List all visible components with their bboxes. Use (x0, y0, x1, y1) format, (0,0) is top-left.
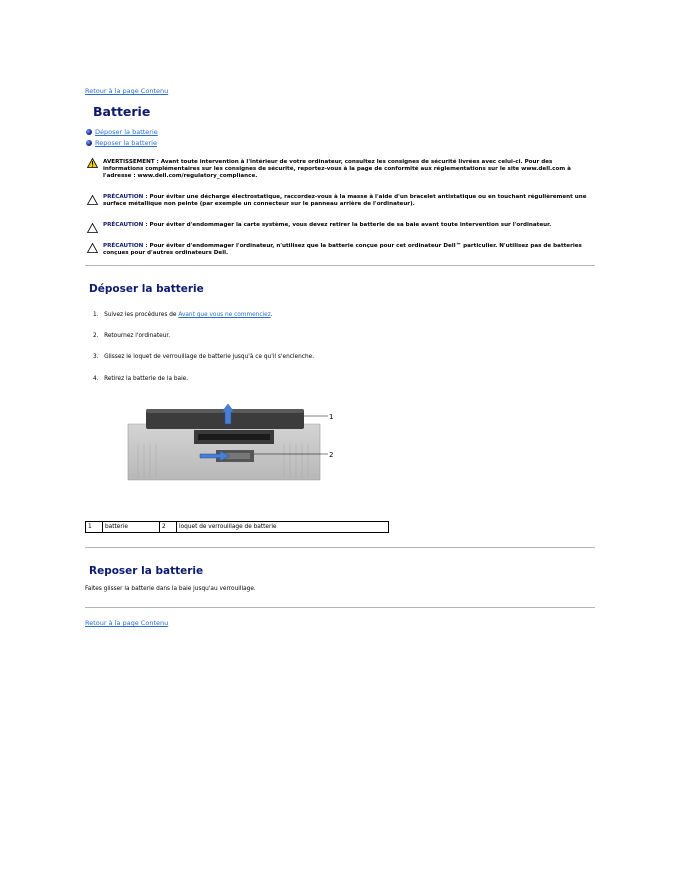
warning-notice: AVERTISSEMENT : Avant toute intervention à l'intérieur de votre ordinateur, consultez les consignes de sécurité livrées avec celui-ci. Pour des informations complémentaires sur les consignes de sécurité, reportez-vous à la page de conformité aux réglementations sur le site www.dell.com à l'adresse : www.dell.com/regulatory_compliance. (103, 159, 571, 179)
legend-num: 2 (160, 522, 177, 533)
warning-icon (87, 158, 98, 168)
legend-label: batterie (103, 522, 160, 533)
replace-instructions: Faites glisser la batterie dans la baie jusqu'au verrouillage. (85, 586, 256, 592)
battery-removal-illustration (124, 404, 336, 484)
callout-legend-table (85, 521, 389, 533)
back-to-contents-link-top[interactable]: Retour à la page Contenu (85, 87, 169, 95)
step-4: 4. Retirez la batterie de la baie. (93, 376, 189, 382)
toc-link-remove-battery[interactable]: Déposer la batterie (95, 128, 158, 136)
callout-1: 1 (329, 413, 334, 421)
before-you-begin-link[interactable]: Avant que vous ne commenciez (178, 312, 271, 318)
caution-icon (87, 195, 98, 205)
divider (85, 547, 595, 548)
section-title-remove-battery: Déposer la batterie (89, 283, 204, 295)
caution-icon (87, 223, 98, 233)
divider (85, 265, 595, 266)
section-title-replace-battery: Reposer la batterie (89, 565, 204, 577)
caution-notice-battery-type: PRÉCAUTION : Pour éviter d'endommager l'ordinateur, n'utilisez que la batterie conçue pour cet ordinateur Dell™ particulier. N'utilisez pas de batteries conçues pour d'autres ordinateurs Dell. (103, 243, 582, 256)
caution-notice-esd: PRÉCAUTION : Pour éviter une décharge électrostatique, raccordez-vous à la masse à l'aide d'un bracelet antistatique ou en touchant régulièrement une surface métallique non peinte (par exemple un connecteur sur le panneau arrière de l'ordinateur). (103, 194, 587, 207)
page-title: Batterie (93, 104, 151, 119)
step-3: 3. Glissez le loquet de verrouillage de batterie jusqu'à ce qu'il s'enclenche. (93, 354, 315, 360)
divider (85, 607, 595, 608)
legend-num: 1 (86, 522, 103, 533)
back-to-contents-link-bottom[interactable]: Retour à la page Contenu (85, 619, 169, 627)
caution-notice-system-board: PRÉCAUTION : Pour éviter d'endommager la carte système, vous devez retirer la batterie de sa baie avant toute intervention sur l'ordinateur. (103, 222, 552, 228)
callout-2: 2 (329, 451, 334, 459)
legend-label: loquet de verrouillage de batterie (177, 522, 389, 533)
table-row (86, 522, 389, 533)
step-2: 2. Retournez l'ordinateur. (93, 333, 171, 339)
caution-icon (87, 243, 98, 253)
bullet-icon (86, 129, 92, 135)
bullet-icon (86, 140, 92, 146)
step-1: 1. Suivez les procédures de Avant que vous ne commenciez. (93, 312, 273, 318)
toc-link-replace-battery[interactable]: Reposer la batterie (95, 139, 157, 147)
